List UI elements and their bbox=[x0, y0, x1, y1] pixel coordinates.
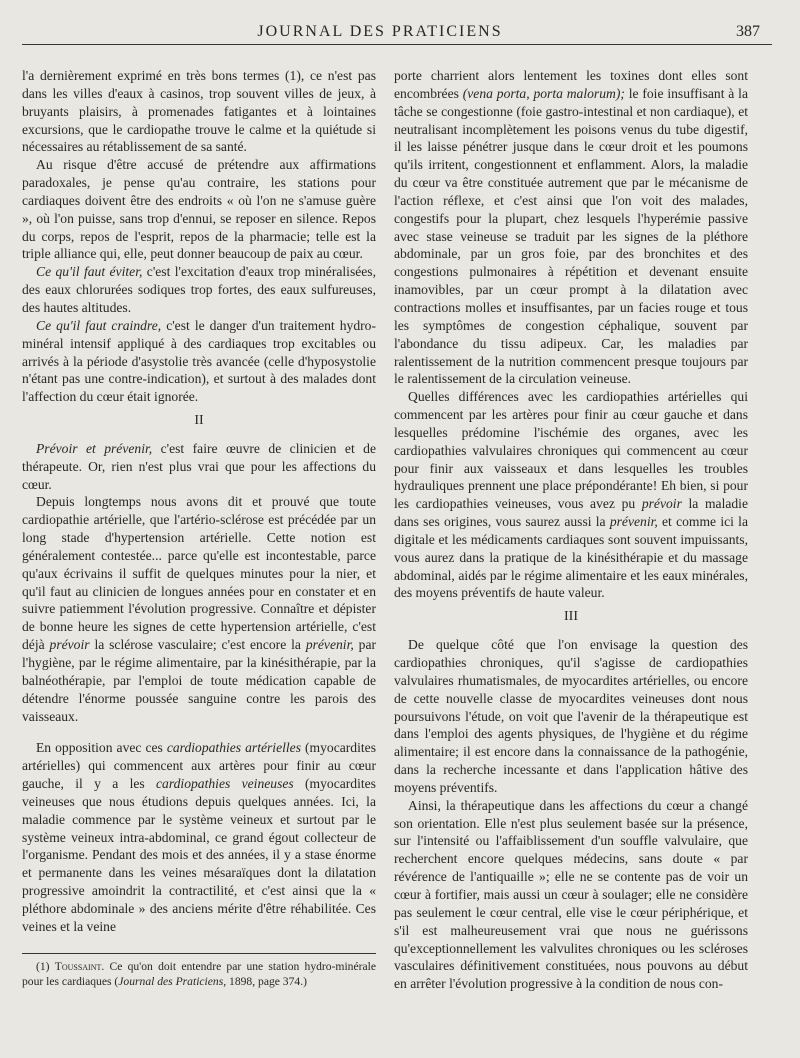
paragraph: En opposition avec ces cardiopathies artérielles (myocardites artérielles) qui commencent aux artères pour finir au cœur gauche, il y a les cardiopathies veineuses (myocardites veineuses que nous étudions depuis quelques années. Ici, la maladie commence par le système veineux et surtout par le système veineux intra-abdominal, ce grand égout collecteur de l'organisme. Pendant des mois et des années, il y a stase énorme et permanente dans les veines mésaraïques dont la dilatation progressive amoindrit la contractilité, et c'est ainsi que la « pléthore abdominale » des anciens mérite d'être réhabilitée. Ces veines et la veine bbox=[22, 740, 376, 934]
left-column bbox=[22, 67, 376, 936]
paragraph-gap bbox=[22, 725, 376, 739]
section-number: III bbox=[564, 609, 578, 625]
page-number: 387 bbox=[736, 23, 760, 40]
running-title: JOURNAL DES PRATICIENS bbox=[257, 23, 503, 40]
paragraph: Quelles différences avec les cardiopathies artérielles qui commencent par les artères pour finir au cœur gauche et dans lesquelles prédomine l'ischémie des organes, avec les cardiopathies valvulaires chroniques qui commencent au cœur pour finir aux vaisseaux et dans lesquelles les troubles hydrauliques prennent une place prépondérante! Eh bien, si pour les cardiopathies veineuses, vous avez pu prévoir la maladie dans ses origines, vous saurez aussi la prévenir, et comme ici la digitale et les médicaments cardiaques sont souvent impuissants, vous aurez dans la pratique de la kinésithérapie et du massage abdominal, aidés par le régime alimentaire et les eaux minérales, des moyens préventifs de haute valeur. bbox=[394, 389, 748, 601]
section-number: II bbox=[194, 413, 204, 429]
paragraph: Au risque d'être accusé de prétendre aux affirmations paradoxales, je pense qu'au contraire, les stations pour cardiaques doivent être des endroits « où l'on ne s'amuse guère », où l'on puisse, sans trop d'ennui, se reposer en silence. Repos du corps, repos de l'esprit, repos de la pharmacie; telle est la triple alliance qui, elle, peut donner beaucoup de paix au cœur. bbox=[22, 157, 376, 262]
paragraph: Prévoir et prévenir, c'est faire œuvre de clinicien et de thérapeute. Or, rien n'est plus vrai que pour les affections du cœur. bbox=[22, 440, 377, 492]
paragraph: porte charrient alors lentement les toxines dont elles sont encombrées (vena porta, porta malorum); le foie insuffisant à la tâche se congestionne (foie gastro-intestinal et non cardiaque), et neutralisant incomplètement les poisons venus du tube digestif, il les laisse pénétrer jusque dans le cœur droit et les poumons qu'ils irritent, congestionnent et enflamment. Alors, la maladie du cœur va être constituée autrement que par le mécanisme de l'action réflexe, et c'est ainsi que l'on voit des malades, congestifs pour la plupart, chez lesquels l'hyperémie passive avec stase veineuse se traduit par les signes de la pléthore abdominale, par un gros foie, par des bronchites et des congestions pulmonaires à répétition et devenant ensuite inamovibles, par un cœur prompt à la dilatation avec contractions molles et insuffisantes, par un facies rouge et tous les symptômes de congestion céphalique, souvent par l'abondance du tissu adipeux. Car, les maladies par ralentissement de la nutrition commencent presque toujours par le ralentissement de la circulation veineuse. bbox=[394, 68, 748, 387]
right-column bbox=[394, 67, 748, 993]
paragraph: l'a dernièrement exprimé en très bons termes (1), ce n'est pas dans les villes d'eaux à casinos, trop souvent villes de jeux, à bruyants plaisirs, à promenades fatigantes et à lointaines excursions, que le cardiopathe trouve le calme et la quiétude si nécessaires au rétablissement de sa santé. bbox=[22, 68, 376, 155]
paragraph: Ainsi, la thérapeutique dans les affections du cœur a changé son orientation. Elle n'est plus seulement basée sur la présence, sur l'intensité ou l'affaiblissement d'un souffle valvulaire, que recherchent encore quelques médecins, sans doute « par révérence de l'antiquaille »; elle ne se contente pas de voir un cœur à fortifier, mais aussi un cœur à soulager; elle ne considère pas seulement le cœur central, elle vise le cœur périphérique, et s'il est malheureusement vrai que nous ne guérissons qu'exceptionnellement les valvulites chroniques ou les scléroses vasculaires définitivement constituées, nous pouvons au début en arrêter l'évolution progressive à la condition de nous con- bbox=[394, 797, 748, 992]
paragraph: Depuis longtemps nous avons dit et prouvé que toute cardiopathie artérielle, que l'artério-sclérose est précédée par un long stade d'hypertension artérielle. Cette notion est généralement contestée... parce qu'elle est incontestable, parce qu'aux écrivains il suffit de quelques minutes pour la nier, et qu'il faut au clinicien de longues années pour en constater et en suivre patiemment l'évolution progressive. Connaître et dépister de bonne heure les signes de cette hypertension artérielle, c'est déjà prévoir la sclérose vasculaire; c'est encore la prévenir, par l'hygiène, par le régime alimentaire, par la kinésithérapie, par la balnéothérapie, par l'emploi de toute médication capable de détendre l'énorme poussée sanguine contre les parois des vaisseaux. bbox=[22, 494, 377, 724]
paragraph: De quelque côté que l'on envisage la question des cardiopathies chroniques, qu'il s'agisse de cardiopathies valvulaires rhumatismales, de myocardites artérielles, ou encore de cette nouvelle classe de myocardites veineuses dont nous poursuivons l'étude, on voit que l'avenir de la thérapeutique est dans l'emploi des agents physiques, de l'hygiène et du régime alimentaire; il est encore dans la connaissance de la pathogénie, dans la recherche incessante et dans l'application hâtive des moyens préventifs. bbox=[394, 637, 748, 795]
paragraph: Ce qu'il faut éviter, c'est l'excitation d'eaux trop minéralisées, des eaux chlorurées sodiques trop fortes, des eaux sulfureuses, des hautes altitudes. bbox=[22, 264, 376, 315]
footnote-rule bbox=[22, 953, 376, 954]
footnote: (1) Toussaint. Ce qu'on doit entendre par une station hydro-minérale pour les cardiaques (Journal des Praticiens, 1898, page 374.) bbox=[22, 960, 376, 988]
header-rule bbox=[22, 44, 772, 45]
paragraph: Ce qu'il faut craindre, c'est le danger d'un traitement hydro-minéral intensif appliqué à des cardiaques trop excitables ou arrivés à la période d'asystolie très avancée (celle d'hyposystolie n'étant pas une contre-indication), et surtout à des malades dont l'affection du cœur était ignorée. bbox=[22, 317, 376, 405]
page-header bbox=[0, 0, 800, 46]
